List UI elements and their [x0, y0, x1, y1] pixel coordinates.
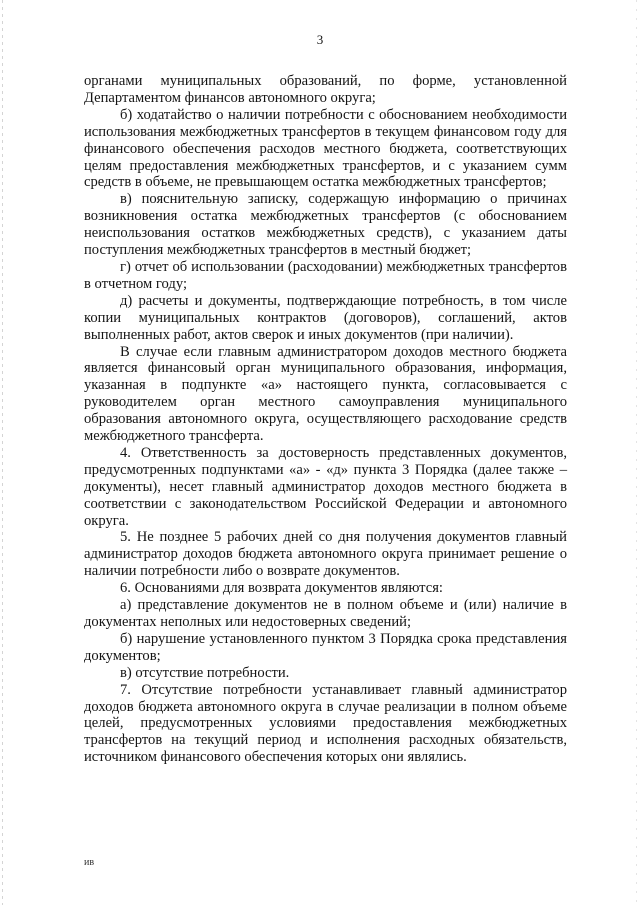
document-body: [84, 73, 567, 766]
paragraph-item-g: г) отчет об использовании (расходовании) межбюджетных трансфертов в отчетном году;: [84, 258, 567, 292]
paragraph-item-d: д) расчеты и документы, подтверждающие потребность, в том числе копии муниципальных контрактов (договоров), соглашений, актов выполненных работ, актов сверок и иных документов (при наличии).: [84, 292, 567, 343]
page-number: 3: [316, 32, 324, 47]
footer-mark: ив: [84, 857, 95, 868]
paragraph-clause-6-a: а) представление документов не в полном объеме и (или) наличие в документах неполных или недостоверных сведений;: [84, 597, 567, 630]
paragraph-clause-6-b: б) нарушение установленного пунктом 3 Порядка срока представления документов;: [84, 630, 567, 664]
paragraph-clause-6-v: в) отсутствие потребности.: [120, 664, 290, 681]
paragraph-continuation: органами муниципальных образований, по форме, установленной Департаментом финансов автономного округа;: [84, 73, 567, 106]
scan-edge-left: [2, 0, 3, 905]
paragraph-clause-7: 7. Отсутствие потребности устанавливает главный администратор доходов бюджета автономного округа в случае реализации в полном объеме целей, предусмотренных условиями предоставления межбюджетных трансфертов на текущий период и исполнения расходных обязательств, источником финансового обеспечения которых они являлись.: [84, 681, 567, 766]
paragraph-item-b: б) ходатайство о наличии потребности с обоснованием необходимости использования межбюджетных трансфертов в текущем финансовом году для финансового обеспечения расходов местного бюджета, соответствующих целям предоставления межбюджетных трансфертов, и с указанием сумм средств в объеме, не превышающем остатка межбюджетных трансфертов;: [84, 106, 567, 191]
paragraph-financial-organ: В случае если главным администратором доходов местного бюджета является финансовый орган муниципального образования, информация, указанная в подпункте «а» настоящего пункта, согласовывается с руководителем орган местного самоуправления муниципального образования автономного округа, осуществляющего расходование средств межбюджетного трансферта.: [84, 343, 567, 445]
paragraph-clause-4: 4. Ответственность за достоверность представленных документов, предусмотренных подпунктами «а» - «д» пункта 3 Порядка (далее также – документы), несет главный администратор доходов местного бюджета в соответствии с законодательством Российской Федерации и автономного округа.: [84, 444, 567, 529]
paragraph-item-v: в) пояснительную записку, содержащую информацию о причинах возникновения остатка межбюджетных трансфертов (с обоснованием неиспользования остатков межбюджетных средств), с указанием даты поступления межбюджетных трансфертов в местный бюджет;: [84, 191, 567, 259]
paragraph-clause-6: 6. Основаниями для возврата документов являются:: [120, 580, 443, 597]
paragraph-clause-5: 5. Не позднее 5 рабочих дней со дня получения документов главный администратор доходов бюджета автономного округа принимает решение о наличии потребности либо о возврате документов.: [84, 529, 567, 580]
scan-edge-right: [636, 0, 637, 905]
